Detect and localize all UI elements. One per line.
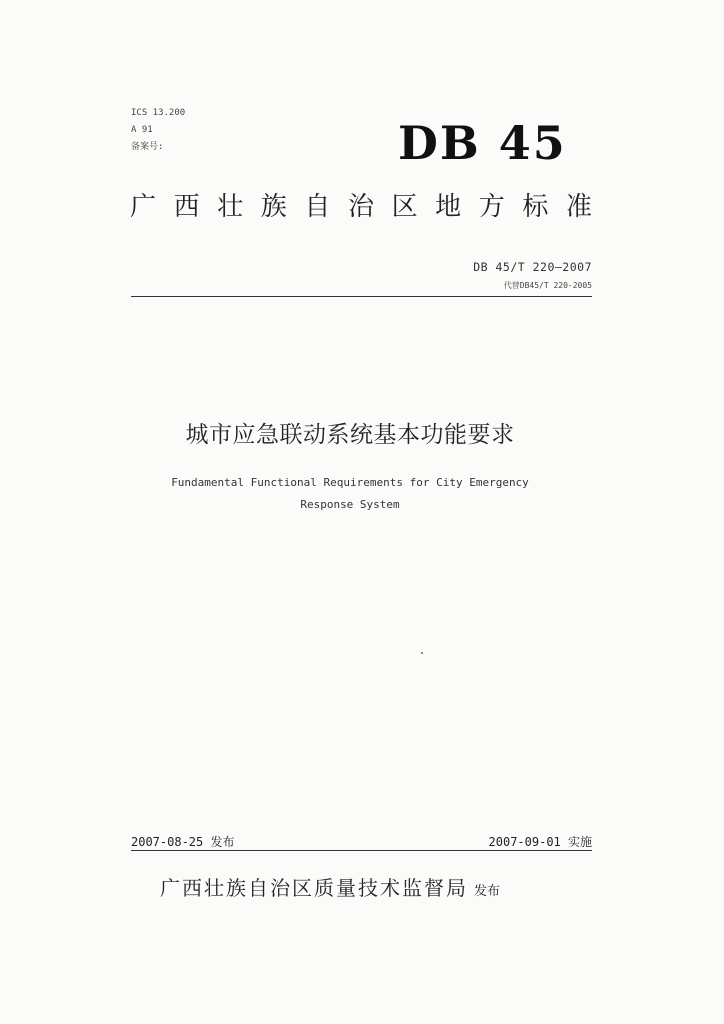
standard-type-title — [130, 194, 592, 220]
implementation-date: 2007-09-01 实施 — [488, 835, 592, 849]
title-char: 西 — [173, 192, 200, 222]
standard-number: DB 45/T 220—2007 — [473, 260, 592, 274]
title-char: 广 — [130, 192, 157, 222]
title-char: 方 — [478, 192, 505, 222]
title-char: 治 — [347, 192, 374, 222]
title-char: 准 — [565, 192, 592, 222]
top-divider — [131, 296, 592, 297]
bottom-divider — [131, 850, 592, 851]
title-char: 族 — [260, 192, 287, 222]
title-char: 壮 — [217, 192, 244, 222]
classification-code: A 91 — [131, 125, 153, 135]
issuing-authority — [160, 872, 500, 901]
title-char: 自 — [304, 192, 331, 222]
issuer-suffix: 发布 — [474, 884, 501, 899]
db45-logo: DB 45 — [398, 116, 567, 170]
issue-date: 2007-08-25 发布 — [131, 835, 235, 849]
document-title-chinese: 城市应急联动系统基本功能要求 — [185, 422, 515, 448]
issuer-name: 广西壮族自治区质量技术监督局 — [160, 876, 468, 900]
title-char: 标 — [522, 192, 549, 222]
record-number-label: 备案号: — [131, 142, 164, 152]
english-title-line-1: Fundamental Functional Requirements for City Emergency — [171, 476, 529, 489]
document-title-english — [150, 472, 550, 516]
title-char: 区 — [391, 192, 418, 222]
english-title-line-2: Response System — [300, 498, 400, 511]
title-char: 地 — [435, 192, 462, 222]
ics-code: ICS 13.200 — [131, 108, 186, 118]
replaces-standard: 代替DB45/T 220-2005 — [503, 281, 592, 290]
scan-speck — [421, 652, 423, 654]
